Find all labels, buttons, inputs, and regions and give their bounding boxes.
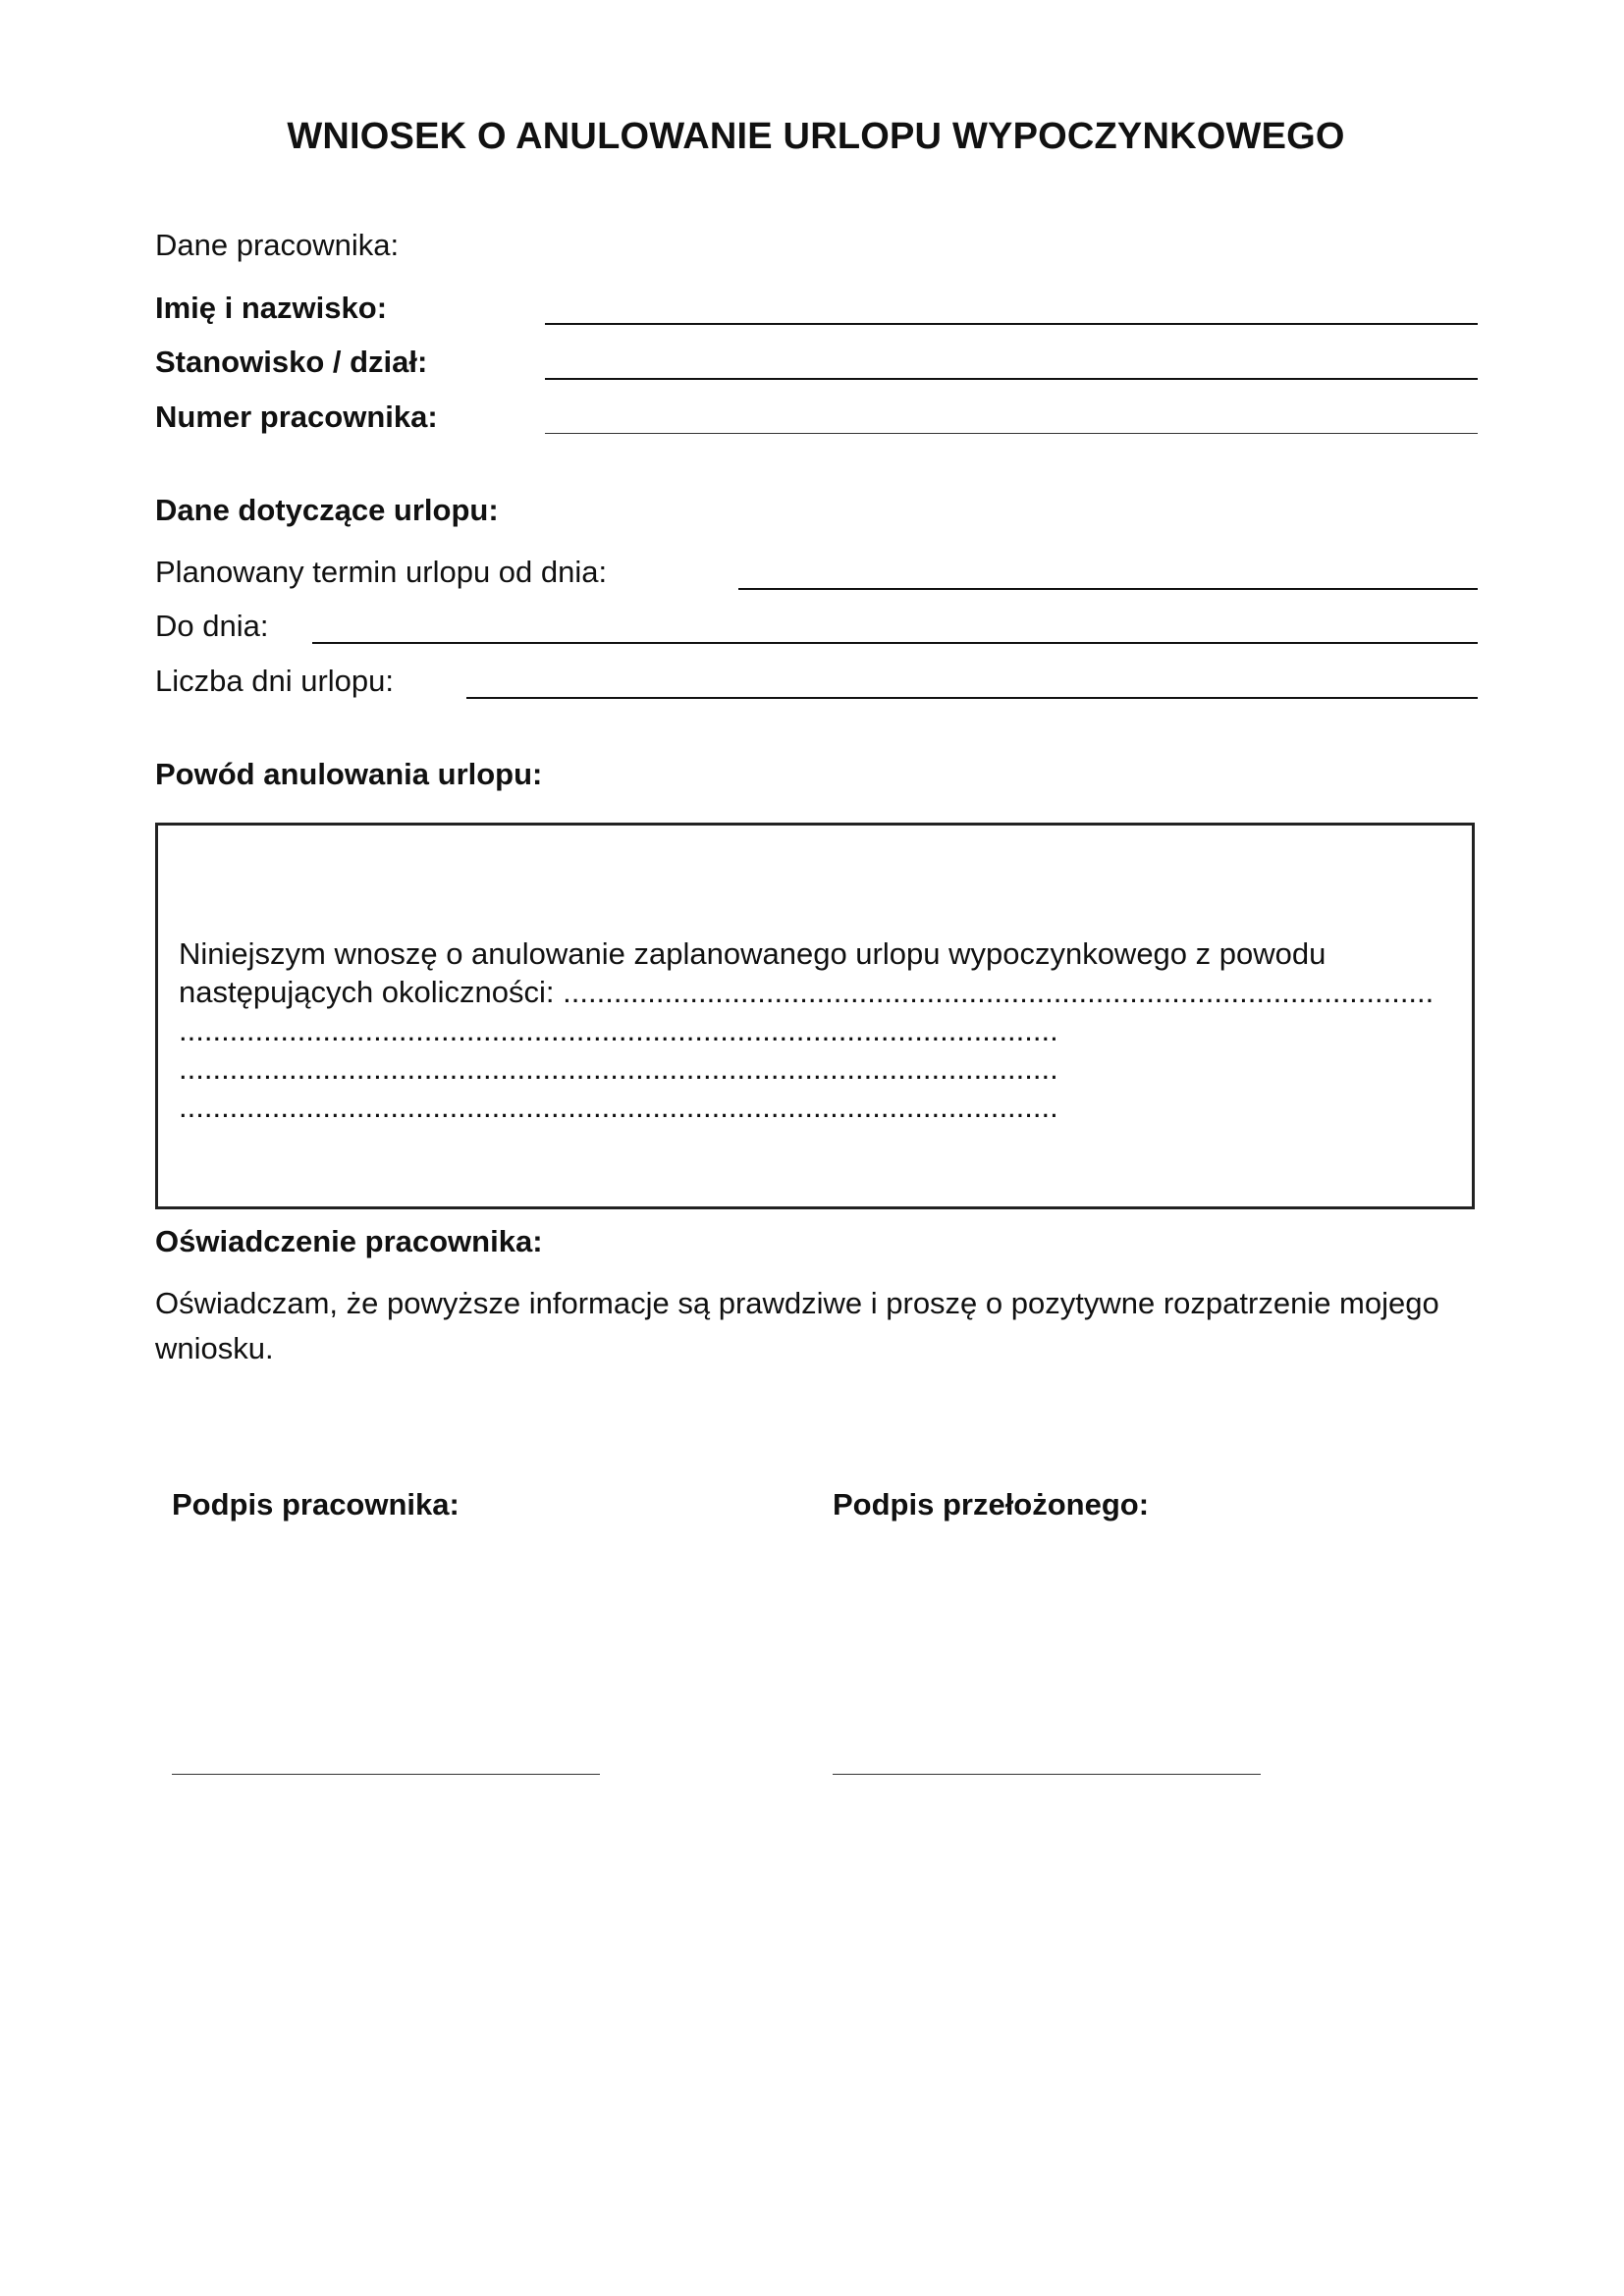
employee-signature-label: Podpis pracownika: [172, 1487, 460, 1522]
statement-section-heading: Oświadczenie pracownika: [155, 1224, 543, 1258]
reason-section-heading: Powód anulowania urlopu: [155, 757, 543, 791]
reason-box[interactable] [155, 823, 1475, 1209]
reason-text [179, 934, 1434, 1126]
reason-line: ........................................................................................................ [179, 1090, 1058, 1124]
leave-end-label: Do dnia: [155, 609, 269, 643]
leave-start-field[interactable] [738, 588, 1478, 590]
leave-days-field[interactable] [466, 697, 1478, 699]
reason-line: następujących okoliczności: ....................................................................................................... [179, 975, 1435, 1009]
document-title: WNIOSEK O ANULOWANIE URLOPU WYPOCZYNKOWEGO [287, 116, 1345, 157]
statement-text: Oświadczam, że powyższe informacje są prawdziwe i proszę o pozytywne rozpatrzenie mojego wniosku. [155, 1286, 1439, 1365]
supervisor-signature-line[interactable] [833, 1774, 1261, 1775]
full-name-label: Imię i nazwisko: [155, 291, 388, 325]
position-department-field[interactable] [545, 378, 1478, 380]
employee-section-heading: Dane pracownika: [155, 228, 400, 262]
leave-section-heading: Dane dotyczące urlopu: [155, 493, 499, 527]
reason-line: ........................................................................................................ [179, 1013, 1058, 1047]
full-name-field[interactable] [545, 323, 1478, 325]
leave-end-field[interactable] [312, 642, 1478, 644]
employee-signature-line[interactable] [172, 1774, 600, 1775]
employee-number-label: Numer pracownika: [155, 400, 438, 434]
reason-line: ........................................................................................................ [179, 1051, 1058, 1086]
leave-start-label: Planowany termin urlopu od dnia: [155, 555, 608, 589]
position-department-label: Stanowisko / dział: [155, 345, 428, 379]
employee-number-field[interactable] [545, 433, 1478, 434]
supervisor-signature-label: Podpis przełożonego: [833, 1487, 1150, 1522]
reason-line: Niniejszym wnoszę o anulowanie zaplanowanego urlopu wypoczynkowego z powodu [179, 936, 1326, 971]
leave-days-label: Liczba dni urlopu: [155, 664, 394, 698]
